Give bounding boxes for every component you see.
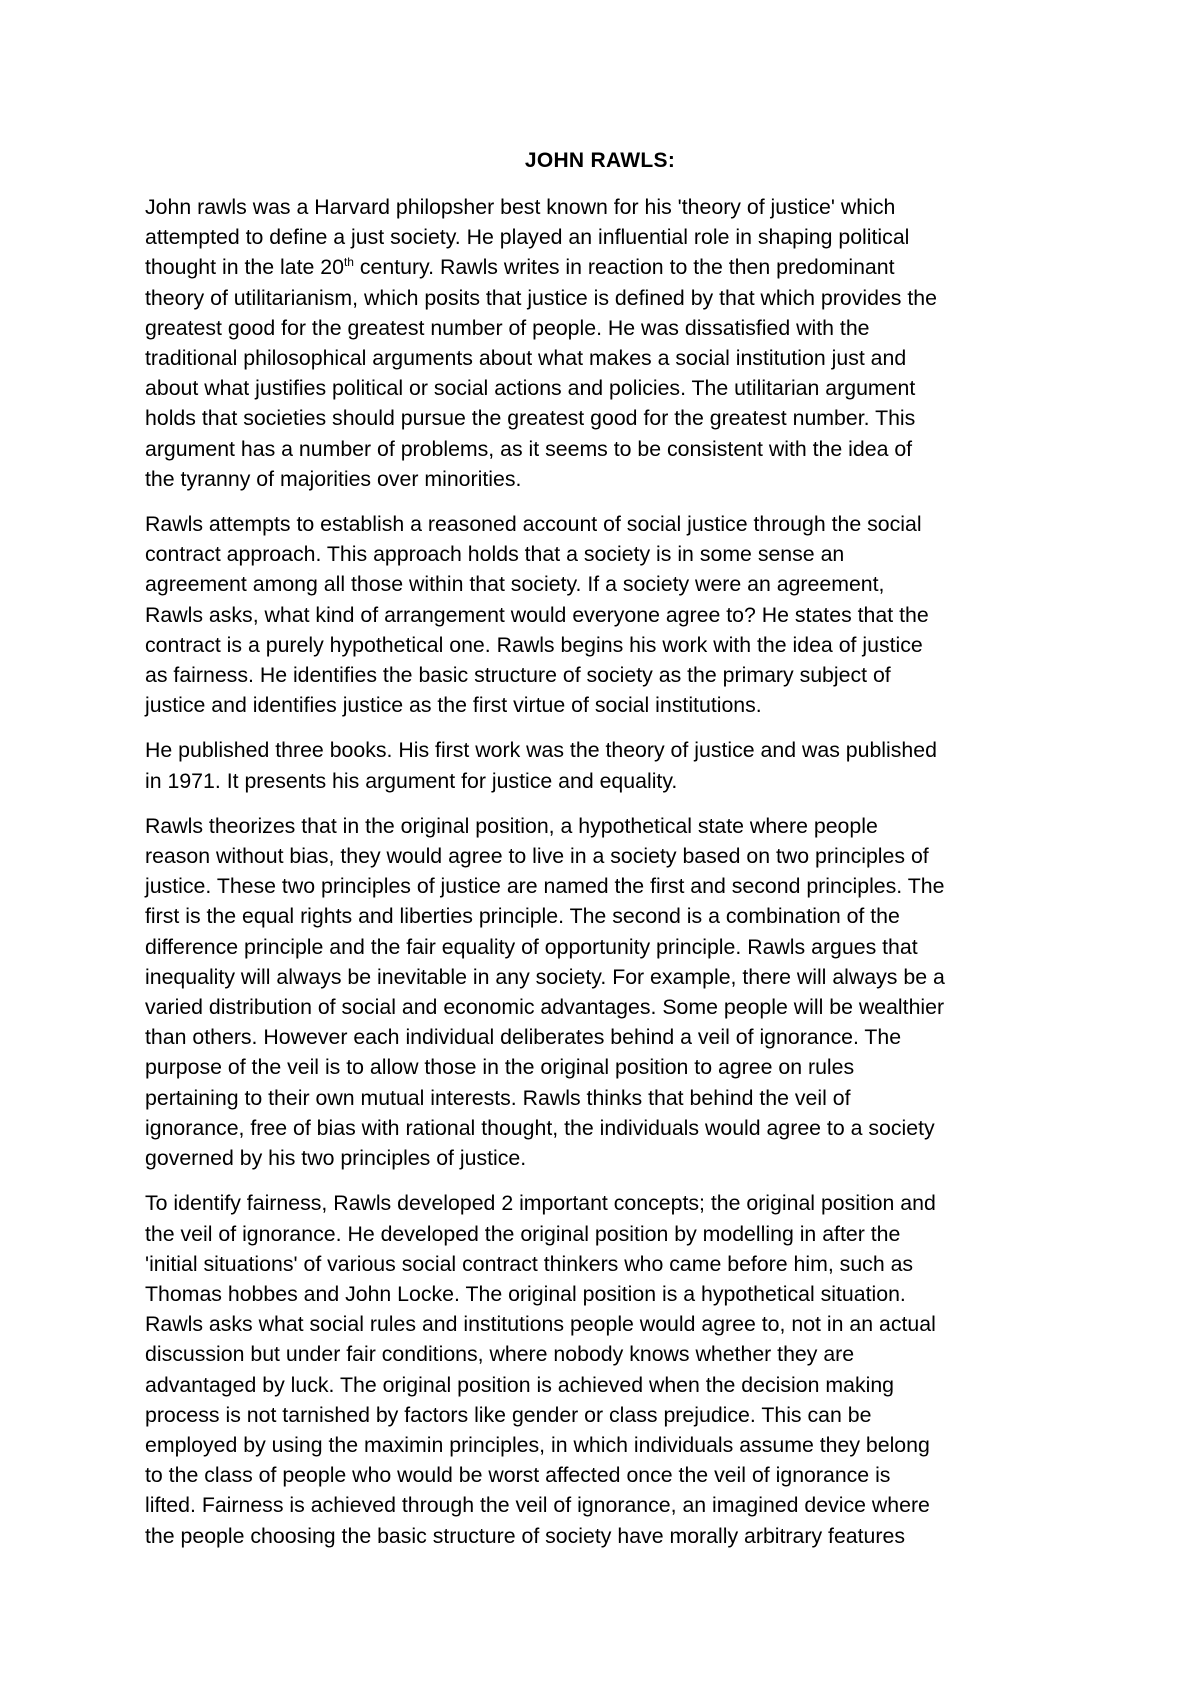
- text-line: pertaining to their own mutual interests. Rawls thinks that behind the veil of: [145, 1085, 851, 1110]
- text-line: as fairness. He identifies the basic structure of society as the primary subject of: [145, 663, 891, 688]
- text-line: varied distribution of social and economic advantages. Some people will be wealthier: [145, 995, 945, 1020]
- text-line: agreement among all those within that society. If a society were an agreement,: [145, 572, 885, 597]
- text-line: attempted to define a just society. He played an influential role in shaping political: [145, 225, 910, 250]
- text-line: difference principle and the fair equality of opportunity principle. Rawls argues that: [145, 934, 918, 959]
- text-line: justice and identifies justice as the first virtue of social institutions.: [145, 693, 762, 718]
- text-line: Rawls theorizes that in the original position, a hypothetical state where people: [145, 813, 878, 838]
- text-line: [145, 252, 1070, 282]
- text-line: discussion but under fair conditions, where nobody knows whether they are: [145, 1342, 855, 1367]
- text-line: advantaged by luck. The original position is achieved when the decision making: [145, 1372, 895, 1397]
- text-line: the people choosing the basic structure of society have morally arbitrary features: [145, 1523, 905, 1548]
- text-line: the veil of ignorance. He developed the original position by modelling in after the: [145, 1221, 901, 1246]
- text-line: the tyranny of majorities over minorities.: [145, 466, 522, 491]
- text-segment: century. Rawls writes in reaction to the then predominant: [353, 255, 895, 280]
- text-line: contract approach. This approach holds that a society is in some sense an: [145, 542, 845, 567]
- text-line: process is not tarnished by factors like gender or class prejudice. This can be: [145, 1402, 872, 1427]
- paragraph: [145, 192, 1070, 494]
- paragraph: [145, 509, 1070, 720]
- text-line: 'initial situations' of various social contract thinkers who came before him, such as: [145, 1251, 914, 1276]
- text-line: To identify fairness, Rawls developed 2 important concepts; the original position and: [145, 1191, 936, 1216]
- text-line: purpose of the veil is to allow those in the original position to agree on rules: [145, 1055, 855, 1080]
- text-line: ignorance, free of bias with rational thought, the individuals would agree to a society: [145, 1115, 935, 1140]
- paragraph: [145, 735, 1070, 795]
- superscript: th: [343, 255, 354, 270]
- text-line: inequality will always be inevitable in any society. For example, there will always be a: [145, 964, 945, 989]
- text-line: He published three books. His first work was the theory of justice and was published: [145, 738, 937, 763]
- paragraph: [145, 1188, 1070, 1550]
- text-line: governed by his two principles of justice.: [145, 1146, 527, 1171]
- text-line: contract is a purely hypothetical one. Rawls begins his work with the idea of justice: [145, 632, 923, 657]
- text-line: traditional philosophical arguments about what makes a social institution just and: [145, 346, 907, 371]
- text-line: Rawls attempts to establish a reasoned account of social justice through the social: [145, 512, 922, 537]
- text-line: Rawls asks what social rules and institutions people would agree to, not in an actual: [145, 1312, 936, 1337]
- text-line: holds that societies should pursue the greatest good for the greatest number. This: [145, 406, 916, 431]
- text-line: in 1971. It presents his argument for justice and equality.: [145, 768, 678, 793]
- text-line: greatest good for the greatest number of people. He was dissatisfied with the: [145, 315, 870, 340]
- text-line: Thomas hobbes and John Locke. The original position is a hypothetical situation.: [145, 1281, 906, 1306]
- text-segment: thought in the late 20: [145, 255, 344, 280]
- text-line: justice. These two principles of justice are named the first and second principles. The: [145, 874, 945, 899]
- text-line: about what justifies political or social actions and policies. The utilitarian argument: [145, 376, 916, 401]
- text-line: to the class of people who would be worst affected once the veil of ignorance is: [145, 1463, 891, 1488]
- text-line: employed by using the maximin principles, in which individuals assume they belong: [145, 1432, 930, 1457]
- text-line: lifted. Fairness is achieved through the veil of ignorance, an imagined device where: [145, 1493, 930, 1518]
- document-body: [145, 192, 1070, 1566]
- text-line: argument has a number of problems, as it seems to be consistent with the idea of: [145, 436, 913, 461]
- text-line: first is the equal rights and liberties principle. The second is a combination of the: [145, 904, 900, 929]
- text-line: theory of utilitarianism, which posits that justice is defined by that which provides the: [145, 285, 937, 310]
- document-title: JOHN RAWLS:: [524, 149, 676, 172]
- paragraph: [145, 811, 1070, 1173]
- text-line: reason without bias, they would agree to live in a society based on two principles of: [145, 844, 929, 869]
- text-line: than others. However each individual deliberates behind a veil of ignorance. The: [145, 1025, 902, 1050]
- text-line: John rawls was a Harvard philopsher best known for his 'theory of justice' which: [145, 195, 896, 219]
- text-line: Rawls asks, what kind of arrangement would everyone agree to? He states that the: [145, 602, 929, 627]
